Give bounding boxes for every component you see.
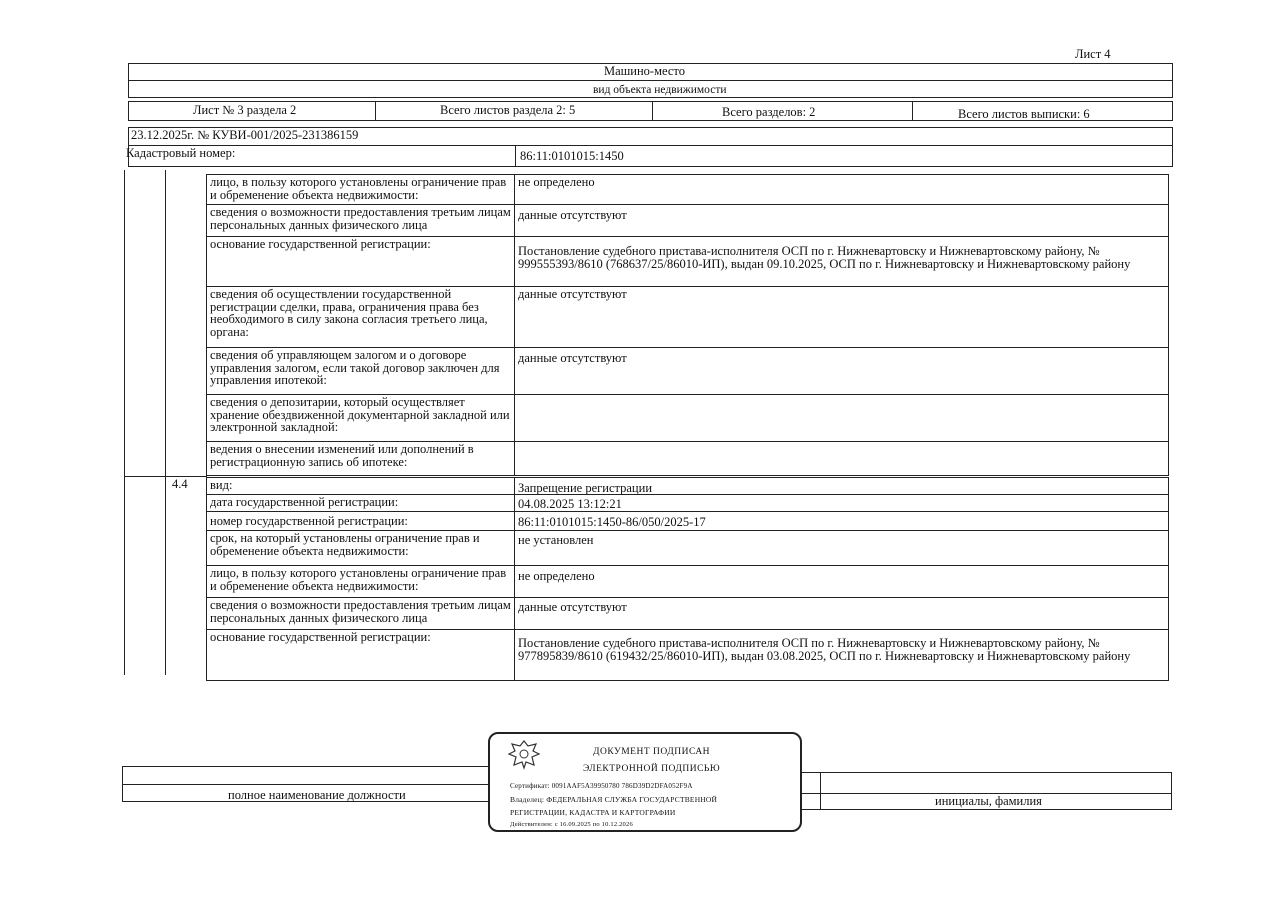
total-sections: Всего разделов: 2: [722, 105, 816, 119]
table-row-b-0-label: вид:: [206, 477, 515, 495]
position-caption: полное наименование должности: [228, 788, 406, 802]
stamp-cert: Сертификат: 0091AAF5A39950780 786D39D2DFA052F9A: [510, 782, 693, 790]
table-row-a-2-value: Постановление судебного пристава-исполнителя ОСП по г. Нижневартовску и Нижневартовскому району, № 999555393/8610 (768637/25/86010-ИП), выдан 09.10.2025, ОСП по г. Нижневартовску и Нижневартовскому району: [514, 236, 1169, 287]
table-row-b-1-label: дата государственной регистрации:: [206, 494, 515, 512]
table-row-a-1-value: данные отсутствуют: [514, 204, 1169, 237]
table-row-a-3-value: данные отсутствуют: [514, 286, 1169, 348]
table-row-b-3-label: срок, на который установлены ограничение прав и обременение объекта недвижимости:: [206, 530, 515, 566]
stamp-issuer2: РЕГИСТРАЦИИ, КАДАСТРА И КАРТОГРАФИИ: [510, 808, 676, 817]
table-row-b-2-value: 86:11:0101015:1450-86/050/2025-17: [514, 511, 1169, 531]
table-row-a-4-value: данные отсутствуют: [514, 347, 1169, 395]
table-row-a-0-label: лицо, в пользу которого установлены ограничение прав и обременение объекта недвижимости:: [206, 174, 515, 205]
table-row-a-6-value: [514, 441, 1169, 476]
section-number: 4.4: [172, 477, 188, 491]
sheet-label: Лист 4: [1075, 47, 1111, 61]
sheet-of-section: Лист № 3 раздела 2: [193, 103, 297, 117]
table-row-a-3-label: сведения об осуществлении государственной регистрации сделки, права, ограничения права без необходимого в силу закона согласия третьего лица, органа:: [206, 286, 515, 348]
object-type: Машино-место: [604, 64, 685, 78]
stamp-line2: ЭЛЕКТРОННОЙ ПОДПИСЬЮ: [583, 764, 721, 774]
table-row-b-3-value: не установлен: [514, 530, 1169, 566]
table-row-a-1-label: сведения о возможности предоставления третьим лицам персональных данных физического лица: [206, 204, 515, 237]
stamp-valid: Действителен: с 16.09.2025 по 10.12.2026: [510, 821, 633, 828]
name-caption: инициалы, фамилия: [935, 794, 1042, 808]
table-row-a-0-value: не определено: [514, 174, 1169, 205]
stamp-line1: ДОКУМЕНТ ПОДПИСАН: [593, 747, 711, 757]
table-row-a-4-label: сведения об управляющем залогом и о договоре управления залогом, если такой договор заключен для управления ипотекой:: [206, 347, 515, 395]
emblem-icon: [506, 738, 542, 770]
doc-ref: 23.12.2025г. № КУВИ-001/2025-231386159: [131, 128, 359, 142]
table-row-b-0-value: Запрещение регистрации: [514, 477, 1169, 495]
table-row-a-5-label: сведения о депозитарии, который осуществляет хранение обездвиженной документарной закладной или электронной закладной:: [206, 394, 515, 442]
table-row-b-5-label: сведения о возможности предоставления третьим лицам персональных данных физического лица: [206, 597, 515, 630]
table-row-b-6-value: Постановление судебного пристава-исполнителя ОСП по г. Нижневартовску и Нижневартовскому району, № 977895839/8610 (619432/25/86010-ИП), выдан 03.08.2025, ОСП по г. Нижневартовску и Нижневартовскому району: [514, 629, 1169, 681]
table-row-a-5-value: [514, 394, 1169, 442]
total-extract-sheets: Всего листов выписки: 6: [958, 107, 1090, 121]
table-row-b-5-value: данные отсутствуют: [514, 597, 1169, 630]
cadastral-value: 86:11:0101015:1450: [520, 149, 624, 163]
total-section-sheets: Всего листов раздела 2: 5: [440, 103, 576, 117]
object-type-caption: вид объекта недвижимости: [593, 84, 727, 96]
table-row-a-6-label: ведения о внесении изменений или дополнений в регистрационную запись об ипотеке:: [206, 441, 515, 476]
table-row-b-4-value: не определено: [514, 565, 1169, 598]
table-row-b-2-label: номер государственной регистрации:: [206, 511, 515, 531]
table-row-b-4-label: лицо, в пользу которого установлены ограничение прав и обременение объекта недвижимости:: [206, 565, 515, 598]
cadastral-label: Кадастровый номер:: [126, 146, 236, 160]
table-row-b-1-value: 04.08.2025 13:12:21: [514, 494, 1169, 512]
table-row-a-2-label: основание государственной регистрации:: [206, 236, 515, 287]
stamp-issuer: Владелец: ФЕДЕРАЛЬНАЯ СЛУЖБА ГОСУДАРСТВЕННОЙ: [510, 795, 718, 804]
table-row-b-6-label: основание государственной регистрации:: [206, 629, 515, 681]
signature-stamp: [488, 732, 802, 832]
